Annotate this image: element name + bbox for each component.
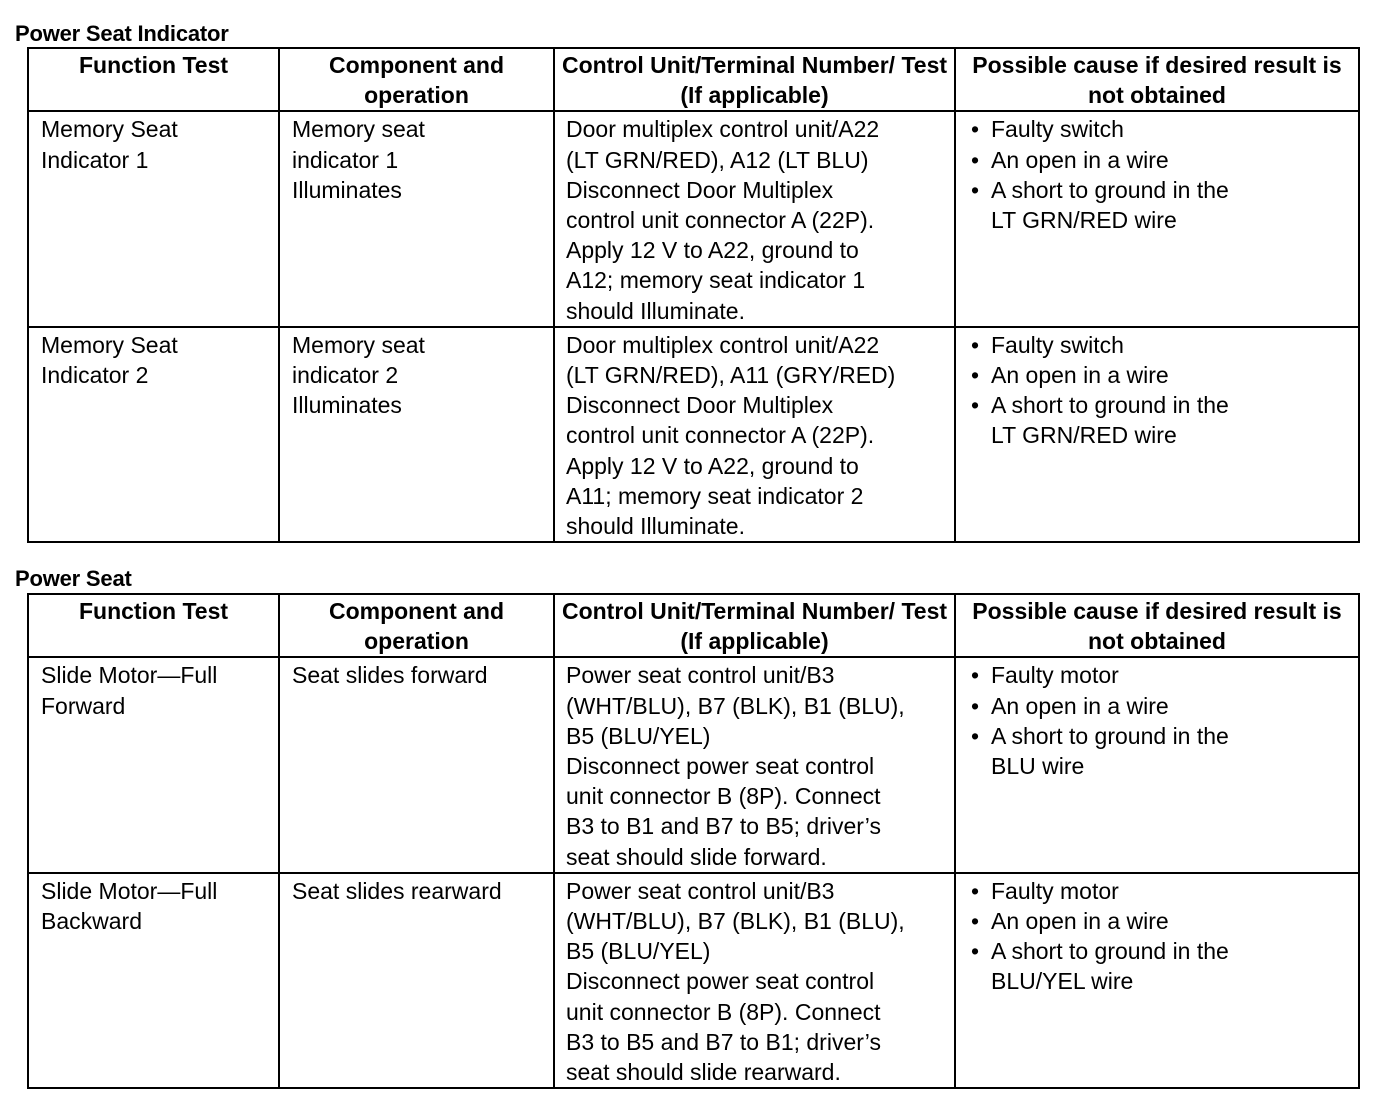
- list-item: • An open in a wire: [967, 360, 1348, 390]
- header-component: Component and operation: [279, 48, 554, 111]
- bullet-icon: •: [971, 116, 980, 143]
- possible-cause-cell: [955, 111, 1359, 326]
- table-row: [28, 657, 1359, 872]
- function-test-cell: Memory Seat Indicator 1: [28, 111, 279, 326]
- list-item: • Faulty motor: [967, 660, 1348, 690]
- bullet-icon: •: [971, 692, 980, 719]
- table-row: [28, 327, 1359, 542]
- bullet-icon: •: [971, 146, 980, 173]
- list-item: • A short to ground in the BLU/YEL wire: [971, 938, 1229, 995]
- bullet-icon: •: [971, 392, 980, 419]
- list-item: • A short to ground in the LT GRN/RED wire: [971, 392, 1229, 449]
- list-item: • An open in a wire: [967, 691, 1348, 721]
- cause-list: [967, 114, 1348, 235]
- list-item: • Faulty switch: [967, 330, 1348, 360]
- list-item: • An open in a wire: [967, 145, 1348, 175]
- cause-list: [967, 876, 1348, 997]
- header-control-unit: Control Unit/Terminal Number/ Test (If applicable): [554, 594, 955, 657]
- bullet-icon: •: [971, 908, 980, 935]
- component-cell: Memory seat indicator 2 Illuminates: [279, 327, 554, 542]
- bullet-icon: •: [971, 176, 980, 203]
- list-item: • Faulty switch: [967, 114, 1348, 144]
- header-component: Component and operation: [279, 594, 554, 657]
- section-title-power-seat: Power Seat: [15, 566, 132, 591]
- function-test-cell: Slide Motor—Full Backward: [28, 873, 279, 1088]
- table-row: [28, 111, 1359, 326]
- header-possible-cause: Possible cause if desired result is not obtained: [955, 594, 1359, 657]
- control-unit-cell: Power seat control unit/B3 (WHT/BLU), B7 (BLK), B1 (BLU), B5 (BLU/YEL) Disconnect power seat control unit connector B (8P). Connect B3 to B1 and B7 to B5; driver’s seat should slide forward.: [554, 657, 955, 872]
- bullet-icon: •: [971, 331, 980, 358]
- control-unit-cell: Door multiplex control unit/A22 (LT GRN/RED), A12 (LT BLU) Disconnect Door Multiplex control unit connector A (22P). Apply 12 V to A22, ground to A12; memory seat indicator 1 should Illuminate.: [554, 111, 955, 326]
- cause-list: [967, 660, 1348, 781]
- header-function-test: Function Test: [28, 48, 279, 111]
- header-control-unit: Control Unit/Terminal Number/ Test (If applicable): [554, 48, 955, 111]
- bullet-icon: •: [971, 722, 980, 749]
- table-row: [28, 873, 1359, 1088]
- header-function-test: Function Test: [28, 594, 279, 657]
- list-item: • Faulty motor: [967, 876, 1348, 906]
- list-item: • An open in a wire: [967, 906, 1348, 936]
- power-seat-table: [27, 593, 1360, 1089]
- power-seat-indicator-table: [27, 47, 1360, 543]
- possible-cause-cell: [955, 327, 1359, 542]
- table-header-row: [28, 594, 1359, 657]
- bullet-icon: •: [971, 662, 980, 689]
- possible-cause-cell: [955, 657, 1359, 872]
- component-cell: Seat slides rearward: [279, 873, 554, 1088]
- header-possible-cause: Possible cause if desired result is not obtained: [955, 48, 1359, 111]
- bullet-icon: •: [971, 877, 980, 904]
- bullet-icon: •: [971, 362, 980, 389]
- section-title-power-seat-indicator: Power Seat Indicator: [15, 21, 229, 46]
- list-item: • A short to ground in the BLU wire: [971, 722, 1229, 780]
- bullet-icon: •: [971, 938, 980, 965]
- function-test-cell: Slide Motor—Full Forward: [28, 657, 279, 872]
- possible-cause-cell: [955, 873, 1359, 1088]
- component-cell: Seat slides forward: [279, 657, 554, 872]
- list-item: • A short to ground in the LT GRN/RED wire: [971, 176, 1229, 234]
- function-test-cell: Memory Seat Indicator 2: [28, 327, 279, 542]
- table-header-row: [28, 48, 1359, 111]
- control-unit-cell: Power seat control unit/B3 (WHT/BLU), B7 (BLK), B1 (BLU), B5 (BLU/YEL) Disconnect power seat control unit connector B (8P). Connect B3 to B5 and B7 to B1; driver’s seat should slide rearward.: [554, 873, 955, 1088]
- control-unit-cell: Door multiplex control unit/A22 (LT GRN/RED), A11 (GRY/RED) Disconnect Door Multiplex control unit connector A (22P). Apply 12 V to A22, ground to A11; memory seat indicator 2 should Illuminate.: [554, 327, 955, 542]
- cause-list: [967, 330, 1348, 451]
- component-cell: Memory seat indicator 1 Illuminates: [279, 111, 554, 326]
